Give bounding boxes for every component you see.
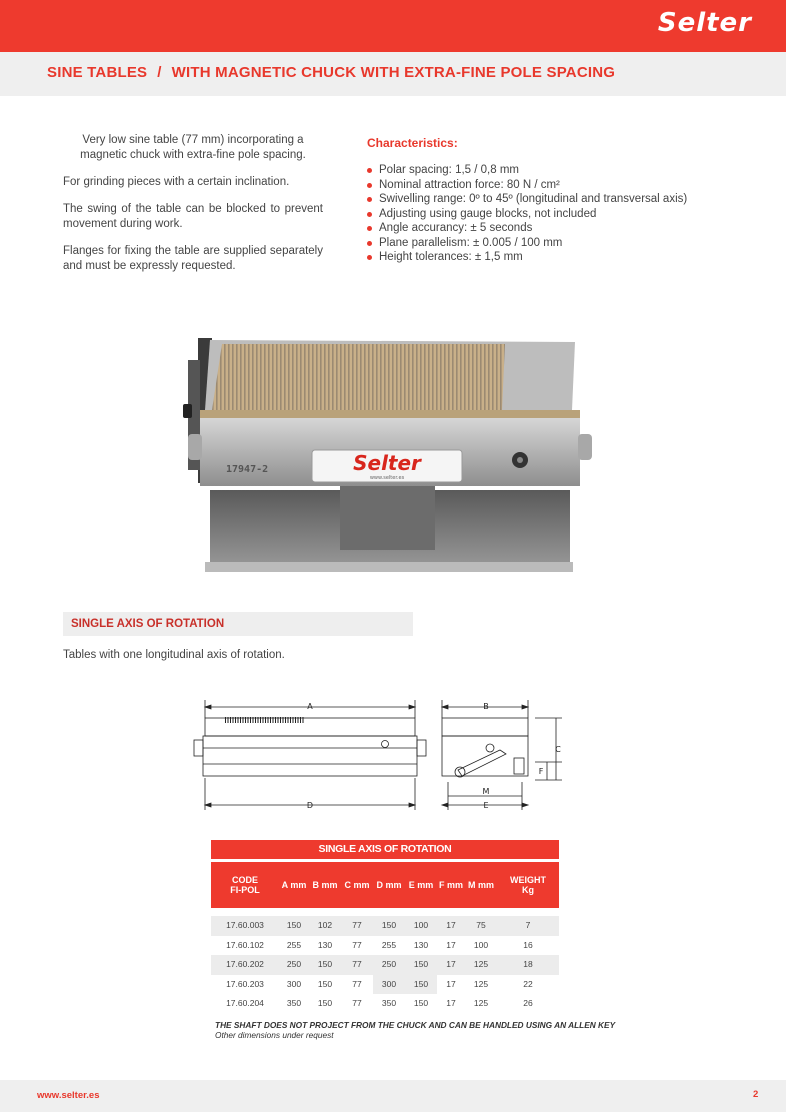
table-cell: 17.60.204 [226, 998, 264, 1008]
table-cell: 77 [352, 978, 362, 989]
table-cell: 125 [465, 955, 497, 975]
table-cell: 17.60.203 [226, 978, 264, 989]
table-header-cell [465, 862, 497, 908]
table-cell: 17.60.003 [211, 916, 279, 936]
table-cell: 16 [523, 939, 533, 950]
section-description: Tables with one longitudinal axis of rotation. [63, 649, 285, 661]
note-line: Other dimensions under request [215, 1030, 334, 1040]
dimensions-table [211, 840, 559, 1014]
table-cell: 77 [352, 939, 362, 950]
table-header [211, 862, 559, 908]
table-cell: 150 [405, 975, 437, 995]
intro-text [63, 133, 323, 286]
table-header-cell [437, 862, 465, 908]
side-view [442, 700, 562, 810]
table-header-cell [309, 862, 341, 908]
table-cell: 17.60.202 [211, 955, 279, 975]
page-number: 2 [753, 1089, 759, 1100]
dimension-label: D [306, 801, 314, 810]
characteristic-item: Swivelling range: 0º to 45º (longitudinal and transversal axis) [367, 192, 747, 207]
dimension-label: C [555, 745, 561, 754]
section-header [63, 612, 413, 636]
table-cell: 350 [286, 998, 302, 1008]
table-cell: 125 [473, 998, 489, 1008]
table-cell: 17 [446, 998, 456, 1008]
title-main: SINE TABLES [47, 64, 148, 81]
table-cell: 125 [473, 978, 489, 989]
header-line: FI-POL [230, 885, 260, 895]
intro-paragraph: Flanges for fixing the table are supplied separately and must be expressly requested. [63, 245, 323, 272]
table-row [211, 916, 559, 936]
section-title: SINGLE AXIS OF ROTATION [71, 618, 225, 630]
header-line: WEIGHT [510, 875, 546, 885]
header-line: D mm [376, 880, 402, 890]
dimension-label: A [307, 702, 313, 711]
table-cell: 130 [413, 939, 429, 950]
header-line: B mm [312, 880, 338, 890]
table-cell: 17.60.102 [226, 939, 264, 950]
table-cell: 77 [341, 955, 373, 975]
table-header-cell [341, 862, 373, 908]
intro-paragraph: For grinding pieces with a certain inclination. [63, 176, 290, 188]
table-row [211, 936, 559, 956]
table-cell: 100 [405, 916, 437, 936]
table-cell: 100 [473, 939, 489, 950]
table-cell: 250 [279, 955, 309, 975]
table-cell: 7 [497, 916, 559, 936]
title-sub: WITH MAGNETIC CHUCK WITH EXTRA-FINE POLE SPACING [171, 64, 616, 81]
characteristic-item: Nominal attraction force: 80 N / cm² [367, 178, 747, 193]
table-cell: 17 [437, 916, 465, 936]
table-cell: 18 [497, 955, 559, 975]
header-line: F mm [438, 880, 463, 890]
model-number: 17947-2 [226, 464, 269, 475]
table-cell: 77 [341, 916, 373, 936]
plate-url: www.selter.es [369, 475, 405, 481]
footer-url: www.selter.es [37, 1090, 100, 1101]
table-cell: 150 [317, 998, 333, 1008]
table-cell: 150 [279, 916, 309, 936]
table-cell: 26 [523, 998, 533, 1008]
dimension-label: F [538, 767, 544, 776]
table-cell: 150 [309, 955, 341, 975]
dimension-label: M [482, 787, 490, 796]
intro-paragraph: The swing of the table can be blocked to prevent movement during work. [63, 203, 323, 230]
top-brand-bar [0, 0, 786, 52]
table-header-cell [497, 862, 559, 908]
table-note [215, 1020, 615, 1040]
table-cell: 130 [317, 939, 333, 950]
dimension-label: B [483, 702, 489, 711]
table-cell: 300 [373, 975, 405, 995]
table-cell: 150 [413, 998, 429, 1008]
table-row [211, 955, 559, 975]
characteristic-item: Height tolerances: ± 1,5 mm [367, 250, 747, 265]
header-line: Kg [522, 885, 534, 895]
technical-drawing [190, 690, 570, 820]
table-cell: 350 [381, 998, 397, 1008]
characteristics-title: Characteristics: [367, 136, 458, 150]
dimension-label: E [483, 801, 489, 810]
characteristics-list [367, 163, 747, 265]
table-header-cell [373, 862, 405, 908]
table-cell: 255 [286, 939, 302, 950]
magnetic-pole-surface [212, 344, 505, 410]
front-view [194, 700, 426, 810]
selter-logo: Selter [657, 8, 752, 38]
header-line: C mm [344, 880, 370, 890]
table-cell: 22 [523, 978, 533, 989]
table-cell: 17 [437, 955, 465, 975]
characteristic-item: Polar spacing: 1,5 / 0,8 mm [367, 163, 747, 178]
table-row [211, 975, 559, 995]
intro-paragraph: Very low sine table (77 mm) incorporating a magnetic chuck with extra-fine pole spacing. [80, 134, 306, 161]
table-caption: SINGLE AXIS OF ROTATION [211, 840, 559, 859]
plate-logo: Selter [353, 451, 421, 475]
table-cell: 102 [309, 916, 341, 936]
characteristic-item: Adjusting using gauge blocks, not included [367, 207, 747, 222]
table-cell: 150 [405, 955, 437, 975]
table-cell: 150 [317, 978, 333, 989]
characteristics [367, 136, 747, 265]
table-body [211, 916, 559, 1014]
table-cell: 17 [446, 978, 456, 989]
table-cell: 17 [446, 939, 456, 950]
table-row [211, 994, 559, 1014]
table-header-cell [211, 862, 279, 908]
characteristic-item: Plane parallelism: ± 0.005 / 100 mm [367, 236, 747, 251]
header-line: E mm [408, 880, 434, 890]
characteristic-item: Angle accurancy: ± 5 seconds [367, 221, 747, 236]
product-photo [180, 330, 600, 590]
table-header-cell [279, 862, 309, 908]
table-cell: 150 [373, 916, 405, 936]
table-cell: 300 [286, 978, 302, 989]
table-cell: 77 [352, 998, 362, 1008]
page-title [47, 64, 615, 81]
footer-bar [0, 1080, 786, 1112]
title-separator: / [157, 64, 162, 81]
header-line: M mm [467, 880, 494, 890]
swivel-bracket [340, 480, 435, 550]
note-line: THE SHAFT DOES NOT PROJECT FROM THE CHUCK AND CAN BE HANDLED USING AN ALLEN KEY [215, 1020, 616, 1030]
table-cell: 75 [465, 916, 497, 936]
header-line: CODE [231, 875, 258, 885]
table-header-cell [405, 862, 437, 908]
table-cell: 250 [373, 955, 405, 975]
table-cell: 255 [381, 939, 397, 950]
header-line: A mm [281, 880, 307, 890]
